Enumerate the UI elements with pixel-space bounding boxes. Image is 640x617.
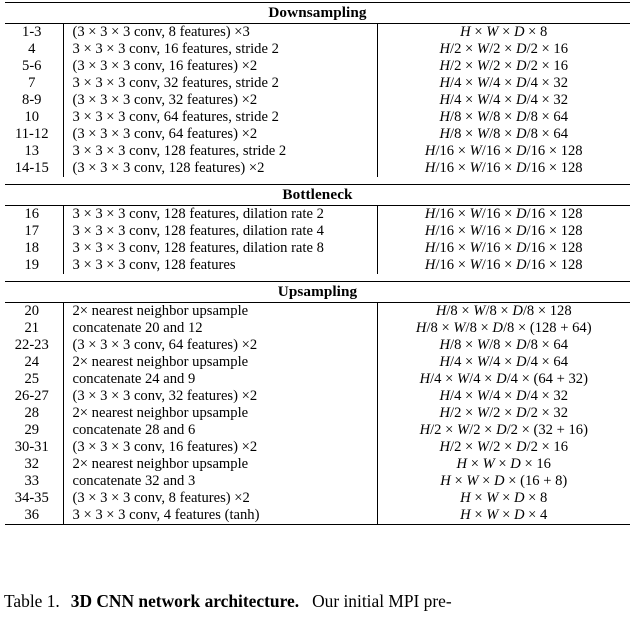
section-header-row bbox=[5, 282, 630, 303]
table-row bbox=[5, 490, 630, 507]
layer-description-cell: (3 × 3 × 3 conv, 64 features) ×2 bbox=[63, 126, 377, 143]
output-shape-cell: H × W × D × 16 bbox=[377, 456, 630, 473]
table-row bbox=[5, 422, 630, 439]
layer-description-cell: 3 × 3 × 3 conv, 128 features, stride 2 bbox=[63, 143, 377, 160]
layer-index-cell: 18 bbox=[24, 240, 40, 257]
layer-index-cell: 29 bbox=[24, 422, 40, 439]
caption-rest: Our initial MPI pre- bbox=[312, 591, 452, 611]
layer-description-cell: (3 × 3 × 3 conv, 128 features) ×2 bbox=[63, 160, 377, 177]
section-header-bottleneck: Bottleneck bbox=[282, 185, 353, 203]
layer-index-cell: 11-12 bbox=[14, 126, 49, 143]
table-row bbox=[5, 257, 630, 274]
table-row bbox=[5, 240, 630, 257]
layer-description-cell: 2× nearest neighbor upsample bbox=[63, 303, 377, 320]
layer-index-cell: 8-9 bbox=[22, 92, 42, 109]
table-caption bbox=[4, 591, 636, 612]
table-row bbox=[5, 223, 630, 240]
output-shape-cell: H/4 × W/4 × D/4 × 32 bbox=[377, 75, 630, 92]
layer-index-cell: 22-23 bbox=[14, 337, 49, 354]
layer-description-cell: 2× nearest neighbor upsample bbox=[63, 456, 377, 473]
layer-description-cell: 2× nearest neighbor upsample bbox=[63, 354, 377, 371]
table-row bbox=[5, 507, 630, 524]
layer-index-cell: 26-27 bbox=[14, 388, 49, 405]
output-shape-cell: H/4 × W/4 × D/4 × 32 bbox=[377, 388, 630, 405]
output-shape-cell: H/16 × W/16 × D/16 × 128 bbox=[377, 257, 630, 274]
output-shape-cell: H/4 × W/4 × D/4 × (64 + 32) bbox=[377, 371, 630, 388]
layer-index-cell: 16 bbox=[24, 206, 40, 223]
output-shape-cell: H/8 × W/8 × D/8 × (128 + 64) bbox=[377, 320, 630, 337]
table-rule bbox=[5, 524, 630, 525]
layer-description-cell: (3 × 3 × 3 conv, 32 features) ×2 bbox=[63, 92, 377, 109]
layer-index-cell: 4 bbox=[28, 41, 36, 58]
output-shape-cell: H/16 × W/16 × D/16 × 128 bbox=[377, 160, 630, 177]
layer-description-cell: 3 × 3 × 3 conv, 64 features, stride 2 bbox=[63, 109, 377, 126]
output-shape-cell: H × W × D × (16 + 8) bbox=[377, 473, 630, 490]
layer-index-cell: 28 bbox=[24, 405, 40, 422]
layer-index-cell: 20 bbox=[24, 303, 40, 320]
output-shape-cell: H/8 × W/8 × D/8 × 64 bbox=[377, 126, 630, 143]
architecture-table-container bbox=[5, 2, 630, 525]
layer-index-cell: 14-15 bbox=[14, 160, 49, 177]
layer-description-cell: 3 × 3 × 3 conv, 128 features, dilation rate 4 bbox=[63, 223, 377, 240]
layer-index-cell: 34-35 bbox=[14, 490, 49, 507]
table-row bbox=[5, 371, 630, 388]
layer-description-cell: 3 × 3 × 3 conv, 16 features, stride 2 bbox=[63, 41, 377, 58]
layer-index-cell: 19 bbox=[24, 257, 40, 274]
table-row bbox=[5, 320, 630, 337]
layer-index-cell: 36 bbox=[24, 507, 40, 524]
layer-description-cell: 3 × 3 × 3 conv, 128 features, dilation rate 8 bbox=[63, 240, 377, 257]
table-row bbox=[5, 206, 630, 223]
output-shape-cell: H/4 × W/4 × D/4 × 64 bbox=[377, 354, 630, 371]
layer-description-cell: (3 × 3 × 3 conv, 8 features) ×3 bbox=[63, 24, 377, 41]
table-row bbox=[5, 388, 630, 405]
table-row bbox=[5, 303, 630, 320]
layer-index-cell: 1-3 bbox=[22, 24, 42, 41]
output-shape-cell: H × W × D × 8 bbox=[377, 490, 630, 507]
output-shape-cell: H/2 × W/2 × D/2 × 16 bbox=[377, 58, 630, 75]
layer-description-cell: (3 × 3 × 3 conv, 16 features) ×2 bbox=[63, 439, 377, 456]
table-row bbox=[5, 143, 630, 160]
section-gap bbox=[5, 274, 630, 282]
table-row bbox=[5, 24, 630, 41]
layer-description-cell: concatenate 28 and 6 bbox=[63, 422, 377, 439]
table-row bbox=[5, 92, 630, 109]
layer-description-cell: concatenate 20 and 12 bbox=[63, 320, 377, 337]
section-gap bbox=[5, 177, 630, 185]
output-shape-cell: H/2 × W/2 × D/2 × 16 bbox=[377, 41, 630, 58]
layer-index-cell: 25 bbox=[24, 371, 40, 388]
layer-description-cell: (3 × 3 × 3 conv, 16 features) ×2 bbox=[63, 58, 377, 75]
table-row bbox=[5, 160, 630, 177]
layer-index-cell: 24 bbox=[24, 354, 40, 371]
table-row bbox=[5, 75, 630, 92]
table-row bbox=[5, 126, 630, 143]
section-gap-cell bbox=[5, 274, 630, 282]
layer-index-cell: 13 bbox=[24, 143, 40, 160]
layer-description-cell: concatenate 32 and 3 bbox=[63, 473, 377, 490]
output-shape-cell: H/2 × W/2 × D/2 × 32 bbox=[377, 405, 630, 422]
layer-index-cell: 5-6 bbox=[22, 58, 42, 75]
rule-cell bbox=[5, 524, 630, 525]
layer-index-cell: 30-31 bbox=[14, 439, 49, 456]
architecture-table bbox=[5, 2, 630, 525]
table-row bbox=[5, 58, 630, 75]
output-shape-cell: H/8 × W/8 × D/8 × 64 bbox=[377, 109, 630, 126]
layer-description-cell: 3 × 3 × 3 conv, 4 features (tanh) bbox=[63, 507, 377, 524]
caption-title: 3D CNN network architecture. bbox=[70, 591, 300, 611]
table-row bbox=[5, 405, 630, 422]
layer-description-cell: 3 × 3 × 3 conv, 128 features bbox=[63, 257, 377, 274]
table-row bbox=[5, 473, 630, 490]
output-shape-cell: H/16 × W/16 × D/16 × 128 bbox=[377, 240, 630, 257]
table-row bbox=[5, 109, 630, 126]
layer-description-cell: (3 × 3 × 3 conv, 32 features) ×2 bbox=[63, 388, 377, 405]
output-shape-cell: H/2 × W/2 × D/2 × (32 + 16) bbox=[377, 422, 630, 439]
output-shape-cell: H/8 × W/8 × D/8 × 128 bbox=[377, 303, 630, 320]
section-header-upsampling: Upsampling bbox=[277, 283, 358, 300]
output-shape-cell: H/2 × W/2 × D/2 × 16 bbox=[377, 439, 630, 456]
section-header-row bbox=[5, 185, 630, 206]
layer-description-cell: (3 × 3 × 3 conv, 8 features) ×2 bbox=[63, 490, 377, 507]
output-shape-cell: H/16 × W/16 × D/16 × 128 bbox=[377, 143, 630, 160]
output-shape-cell: H/16 × W/16 × D/16 × 128 bbox=[377, 223, 630, 240]
layer-description-cell: concatenate 24 and 9 bbox=[63, 371, 377, 388]
table-row bbox=[5, 456, 630, 473]
section-header-row bbox=[5, 3, 630, 24]
table-row bbox=[5, 354, 630, 371]
table-row bbox=[5, 439, 630, 456]
table-row bbox=[5, 41, 630, 58]
layer-index-cell: 10 bbox=[24, 109, 40, 126]
layer-index-cell: 7 bbox=[28, 75, 36, 92]
layer-index-cell: 33 bbox=[24, 473, 40, 490]
layer-description-cell: 2× nearest neighbor upsample bbox=[63, 405, 377, 422]
layer-description-cell: 3 × 3 × 3 conv, 128 features, dilation rate 2 bbox=[63, 206, 377, 223]
section-header-downsampling: Downsampling bbox=[268, 4, 367, 21]
section-gap-cell bbox=[5, 177, 630, 185]
output-shape-cell: H × W × D × 4 bbox=[377, 507, 630, 524]
layer-description-cell: 3 × 3 × 3 conv, 32 features, stride 2 bbox=[63, 75, 377, 92]
caption-label: Table 1. bbox=[4, 591, 60, 611]
layer-index-cell: 17 bbox=[24, 223, 40, 240]
layer-index-cell: 21 bbox=[24, 320, 40, 337]
output-shape-cell: H/16 × W/16 × D/16 × 128 bbox=[377, 206, 630, 223]
layer-index-cell: 32 bbox=[24, 456, 40, 473]
layer-description-cell: (3 × 3 × 3 conv, 64 features) ×2 bbox=[63, 337, 377, 354]
output-shape-cell: H/8 × W/8 × D/8 × 64 bbox=[377, 337, 630, 354]
output-shape-cell: H × W × D × 8 bbox=[377, 24, 630, 41]
output-shape-cell: H/4 × W/4 × D/4 × 32 bbox=[377, 92, 630, 109]
table-row bbox=[5, 337, 630, 354]
